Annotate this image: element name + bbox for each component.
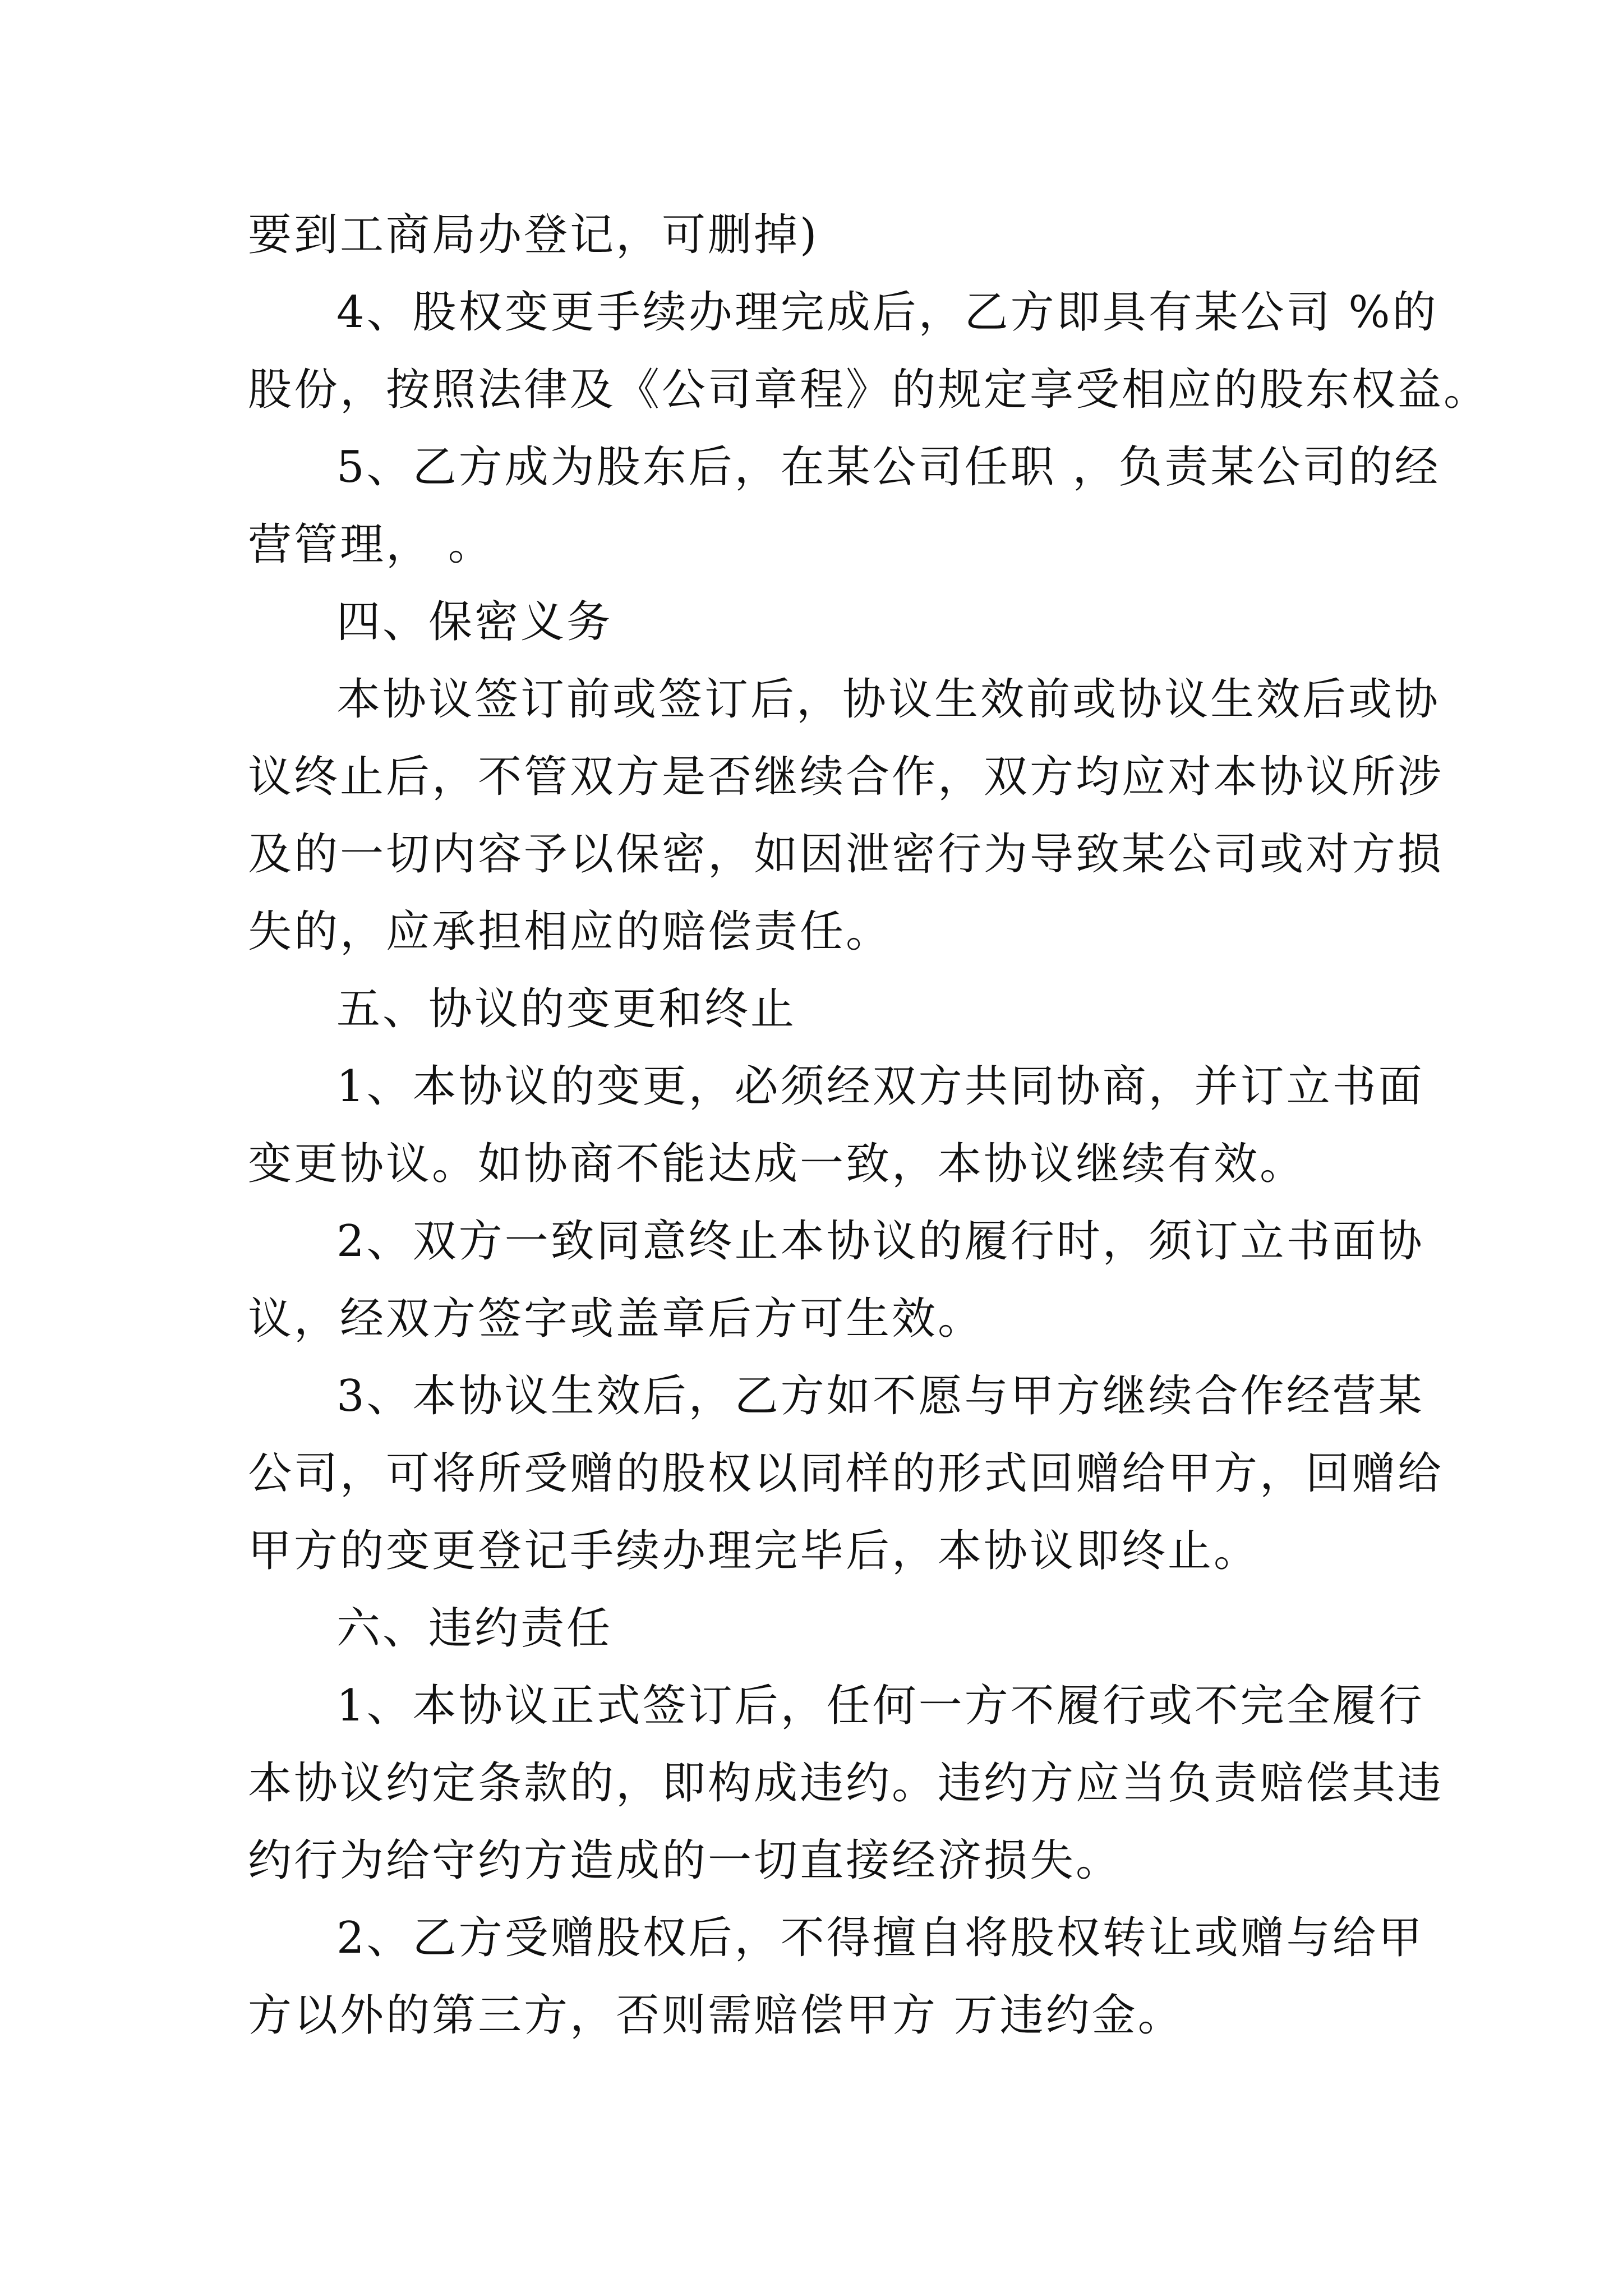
section-heading: 六、违约责任 xyxy=(336,1603,613,1654)
section-heading: 五、协议的变更和终止 xyxy=(336,984,797,1034)
paragraph-line: 本协议签订前或签订后，协议生效前或协议生效后或协 xyxy=(336,674,1441,725)
paragraph-line: 4、股权变更手续办理完成后，乙方即具有某公司 %的 xyxy=(336,287,1438,338)
paragraph-line: 1、本协议正式签订后，任何一方不履行或不完全履行 xyxy=(336,1681,1424,1731)
paragraph-line: 方以外的第三方，否则需赔偿甲方 万违约金。 xyxy=(248,1990,1184,2041)
paragraph-line: 股份，按照法律及《公司章程》的规定享受相应的股东权益。 xyxy=(248,365,1490,415)
paragraph-line: 及的一切内容予以保密，如因泄密行为导致某公司或对方损 xyxy=(248,829,1444,880)
paragraph-line: 失的，应承担相应的赔偿责任。 xyxy=(248,907,892,957)
paragraph-line: 3、本协议生效后，乙方如不愿与甲方继续合作经营某 xyxy=(336,1371,1424,1421)
paragraph-line: 议终止后，不管双方是否继续合作，双方均应对本协议所涉 xyxy=(248,752,1444,802)
paragraph-line: 公司，可将所受赠的股权以同样的形式回赠给甲方，回赠给 xyxy=(248,1448,1444,1499)
paragraph-line: 议，经双方签字或盖章后方可生效。 xyxy=(248,1294,984,1344)
paragraph-line: 约行为给守约方造成的一切直接经济损失。 xyxy=(248,1835,1122,1886)
paragraph-line: 要到工商局办登记，可删掉) xyxy=(248,210,819,260)
paragraph-line: 营管理， 。 xyxy=(248,519,494,570)
paragraph-line: 2、双方一致同意终止本协议的履行时，须订立书面协 xyxy=(336,1216,1424,1267)
paragraph-line: 5、乙方成为股东后，在某公司任职 ，负责某公司的经 xyxy=(336,442,1441,493)
paragraph-line: 变更协议。如协商不能达成一致，本协议继续有效。 xyxy=(248,1139,1306,1189)
paragraph-line: 本协议约定条款的，即构成违约。违约方应当负责赔偿其违 xyxy=(248,1758,1444,1809)
document-body xyxy=(248,196,1490,2054)
paragraph-line: 甲方的变更登记手续办理完毕后，本协议即终止。 xyxy=(248,1526,1260,1576)
section-heading: 四、保密义务 xyxy=(336,597,613,647)
paragraph-line: 2、乙方受赠股权后，不得擅自将股权转让或赠与给甲 xyxy=(336,1913,1424,1963)
paragraph-line: 1、本协议的变更，必须经双方共同协商，并订立书面 xyxy=(336,1061,1424,1112)
